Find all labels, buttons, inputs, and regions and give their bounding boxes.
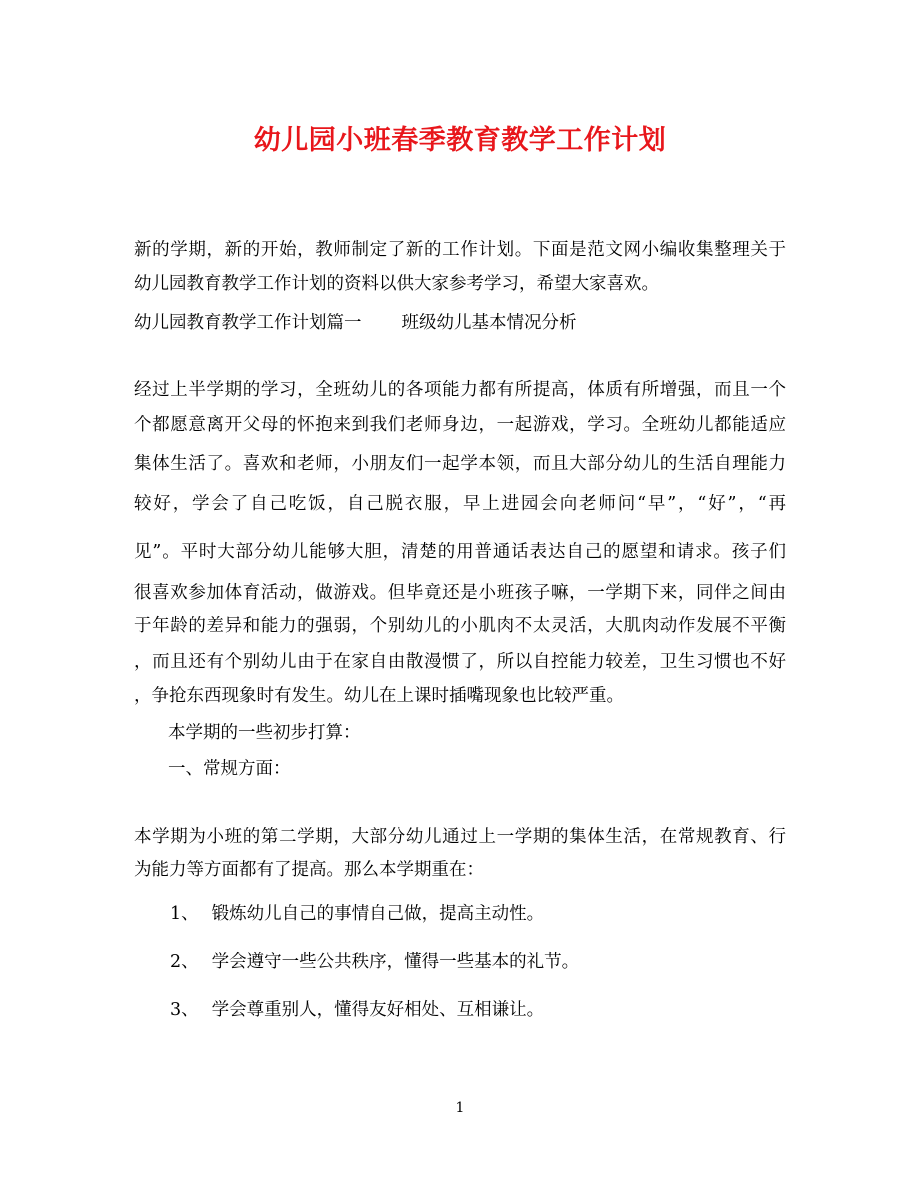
routine-line-2: 为能力等方面都有了提高。那么本学期重在：: [134, 860, 484, 880]
list-item: [170, 902, 544, 926]
subheading-right: 班级幼儿基本情况分析: [401, 313, 577, 333]
analysis-line-7: 于年龄的差异和能力的强弱，个别幼儿的小肌肉不太灵活，大肌肉动作发展不平衡: [134, 616, 786, 636]
page-number: 1: [455, 1100, 465, 1116]
list-item-number: 3、: [170, 1000, 199, 1020]
intro-line-2: 幼儿园教育教学工作计划的资料以供大家参考学习，希望大家喜欢。: [134, 274, 659, 294]
section-subheading: [134, 311, 786, 335]
intro-line-1: 新的学期，新的开始，教师制定了新的工作计划。下面是范文网小编收集整理关于: [134, 240, 786, 260]
list-item-text: 学会遵守一些公共秩序，懂得一些基本的礼节。: [211, 952, 580, 972]
list-item: [170, 998, 544, 1022]
analysis-line-8: ，而且还有个别幼儿由于在家自由散漫惯了，所以自控能力较差，卫生习惯也不好: [134, 652, 786, 672]
routine-heading: 一、常规方面：: [168, 759, 291, 779]
list-item-text: 锻炼幼儿自己的事情自己做，提高主动性。: [211, 904, 545, 924]
analysis-line-9: ，争抢东西现象时有发生。幼儿在上课时插嘴现象也比较严重。: [134, 686, 624, 706]
list-item-text: 学会尊重别人，懂得友好相处、互相谦让。: [211, 1000, 545, 1020]
list-item-number: 2、: [170, 952, 199, 972]
analysis-line-6: 很喜欢参加体育活动，做游戏。但毕竟还是小班孩子嘛，一学期下来，同伴之间由: [134, 583, 786, 603]
analysis-line-1: 经过上半学期的学习，全班幼儿的各项能力都有所提高，体质有所增强，而且一个: [134, 380, 786, 400]
analysis-line-2: 个都愿意离开父母的怀抱来到我们老师身边，一起游戏，学习。全班幼儿都能适应: [134, 415, 786, 435]
plans-heading: 本学期的一些初步打算：: [168, 723, 361, 743]
subheading-left: 幼儿园教育教学工作计划篇一: [134, 313, 362, 333]
document-title: 幼儿园小班春季教育教学工作计划: [253, 125, 667, 156]
list-item-number: 1、: [170, 904, 199, 924]
list-item: [170, 950, 579, 974]
analysis-line-4: 较好，学会了自己吃饭，自己脱衣服，早上进园会向老师问“早”，“好”，“再: [134, 494, 786, 514]
analysis-line-3: 集体生活了。喜欢和老师，小朋友们一起学本领，而且大部分幼儿的生活自理能力: [134, 454, 786, 474]
routine-line-1: 本学期为小班的第二学期，大部分幼儿通过上一学期的集体生活，在常规教育、行: [134, 827, 786, 847]
analysis-line-5: 见”。平时大部分幼儿能够大胆，清楚的用普通话表达自己的愿望和请求。孩子们: [134, 542, 786, 562]
